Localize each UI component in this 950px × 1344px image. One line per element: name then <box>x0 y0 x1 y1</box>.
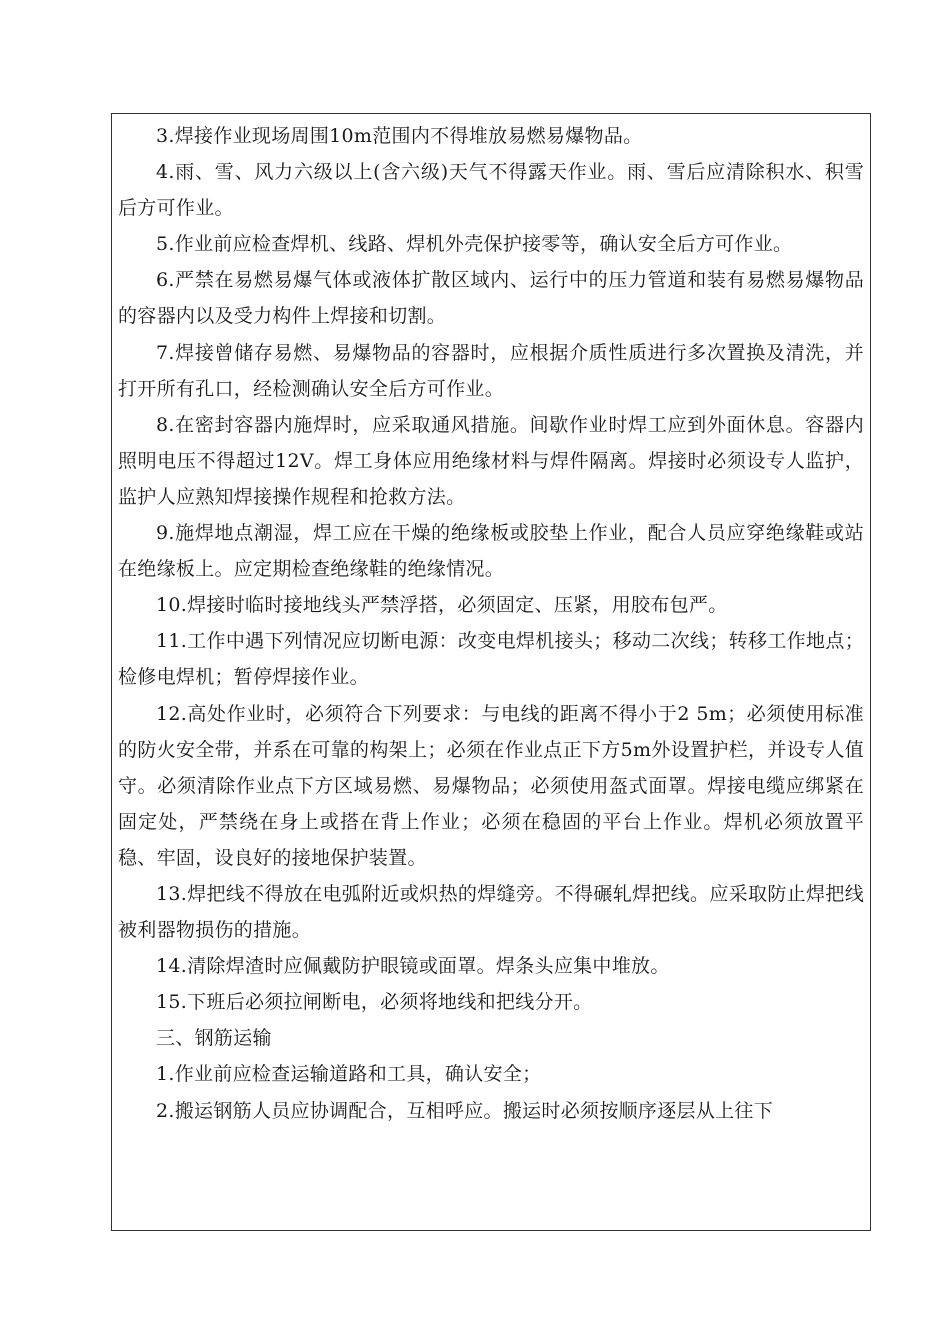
paragraph-item-transport-2: 2.搬运钢筋人员应协调配合，互相呼应。搬运时必须按顺序逐层从上往下 <box>156 1099 774 1122</box>
paragraph-item-10: 10.焊接时临时接地线头严禁浮搭，必须固定、压紧，用胶布包严。 <box>156 594 728 617</box>
paragraph-item-15: 15.下班后必须拉闸断电，必须将地线和把线分开。 <box>156 991 593 1014</box>
section-heading: 三、钢筋运输 <box>156 1027 272 1050</box>
paragraph-item-6: 6.严禁在易燃易爆气体或液体扩散区域内、运行中的压力管道和装有易燃易爆物品的容器内以及受力构件上焊接和切割。 <box>118 269 864 328</box>
paragraph-item-12: 12.高处作业时，必须符合下列要求：与电线的距离不得小于2 5m；必须使用标准的防火安全带，并系在可靠的构架上；必须在作业点正下方5m外设置护栏，并设专人值守。必须清除作业点下方区域易燃、易爆物品；必须使用盔式面罩。焊接电缆应绑紧在固定处，严禁绕在身上或搭在背上作业；必须在稳固的平台上作业。焊机必须放置平稳、牢固，设良好的接地保护装置。 <box>118 702 864 869</box>
paragraph-item-3: 3.焊接作业现场周围10m范围内不得堆放易燃易爆物品。 <box>156 125 643 147</box>
paragraph-item-11: 11.工作中遇下列情况应切断电源：改变电焊机接头；移动二次线；转移工作地点；检修电焊机；暂停焊接作业。 <box>118 630 864 689</box>
paragraph-item-8: 8.在密封容器内施焊时，应采取通风措施。间歇作业时焊工应到外面休息。容器内照明电压不得超过12V。焊工身体应用绝缘材料与焊件隔离。焊接时必须设专人监护，监护人应熟知焊接操作规程和抢救方法。 <box>118 413 864 508</box>
paragraph-item-13: 13.焊把线不得放在电弧附近或炽热的焊缝旁。不得碾轧焊把线。应采取防止焊把线被利器物损伤的措施。 <box>118 882 864 942</box>
document-frame <box>111 113 871 1231</box>
paragraph-item-5: 5.作业前应检查焊机、线路、焊机外壳保护接零等，确认安全后方可作业。 <box>156 233 793 256</box>
paragraph-item-9: 9.施焊地点潮湿，焊工应在干燥的绝缘板或胶垫上作业，配合人员应穿绝缘鞋或站在绝缘板上。应定期检查绝缘鞋的绝缘情况。 <box>118 522 864 581</box>
paragraph-item-transport-1: 1.作业前应检查运输道路和工具，确认安全； <box>156 1063 542 1086</box>
paragraph-item-4: 4.雨、雪、风力六级以上(含六级)天气不得露天作业。雨、雪后应清除积水、积雪后方可作业。 <box>118 161 864 220</box>
paragraph-item-14: 14.清除焊渣时应佩戴防护眼镜或面罩。焊条头应集中堆放。 <box>156 955 670 978</box>
paragraph-item-7: 7.焊接曾储存易燃、易爆物品的容器时，应根据介质性质进行多次置换及清洗，并打开所有孔口，经检测确认安全后方可作业。 <box>118 341 864 400</box>
